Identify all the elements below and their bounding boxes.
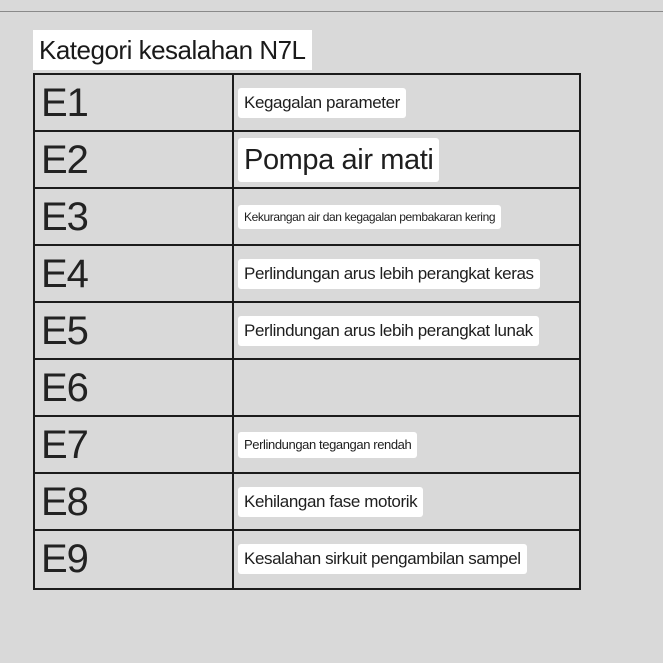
- table-row-e2: [35, 132, 579, 189]
- table-row-e8: [35, 474, 579, 531]
- error-description: Kegagalan parameter: [238, 88, 406, 118]
- error-description: Kekurangan air dan kegagalan pembakaran kering: [238, 205, 501, 229]
- error-description: Perlindungan arus lebih perangkat keras: [238, 259, 540, 289]
- error-description: Kesalahan sirkuit pengambilan sampel: [238, 544, 527, 574]
- error-code: E2: [41, 138, 88, 182]
- error-code: E5: [41, 309, 88, 353]
- top-border-line: [0, 11, 663, 12]
- column-divider: [232, 246, 234, 301]
- column-divider: [232, 531, 234, 588]
- table-row-e7: [35, 417, 579, 474]
- table-row-e3: [35, 189, 579, 246]
- table-row-e6: [35, 360, 579, 417]
- error-code-table: [33, 73, 581, 590]
- error-description: Perlindungan tegangan rendah: [238, 432, 417, 458]
- error-description: Pompa air mati: [238, 138, 439, 182]
- column-divider: [232, 474, 234, 529]
- error-code: E3: [41, 195, 88, 239]
- column-divider: [232, 75, 234, 130]
- table-row-e1: [35, 75, 579, 132]
- table-row-e4: [35, 246, 579, 303]
- error-description: Perlindungan arus lebih perangkat lunak: [238, 316, 539, 346]
- error-code: E1: [41, 81, 88, 125]
- column-divider: [232, 417, 234, 472]
- column-divider: [232, 303, 234, 358]
- error-code: E6: [41, 366, 88, 410]
- error-code: E8: [41, 480, 88, 524]
- error-description: Kehilangan fase motorik: [238, 487, 423, 517]
- column-divider: [232, 360, 234, 415]
- column-divider: [232, 132, 234, 187]
- page-title: Kategori kesalahan N7L: [33, 30, 312, 70]
- table-row-e9: [35, 531, 579, 588]
- error-code: E7: [41, 423, 88, 467]
- error-code: E9: [41, 537, 88, 581]
- column-divider: [232, 189, 234, 244]
- table-row-e5: [35, 303, 579, 360]
- error-code: E4: [41, 252, 88, 296]
